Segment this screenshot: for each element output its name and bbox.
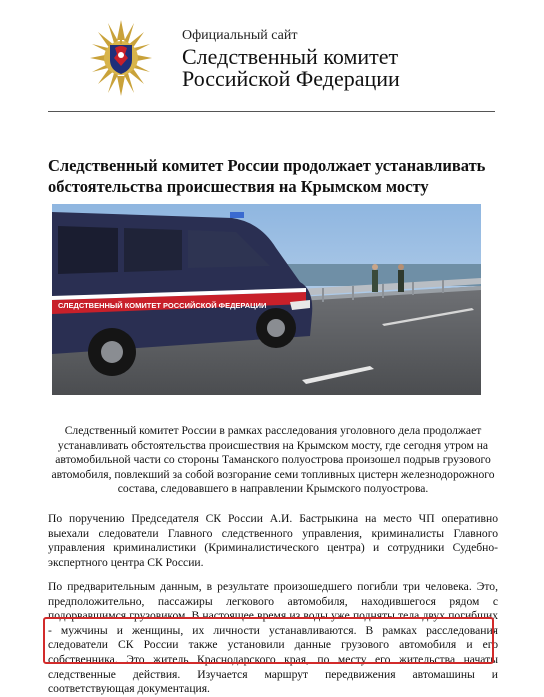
highlight-box xyxy=(43,617,494,664)
article-headline: Следственный комитет России продолжает устанавливать обстоятельства происшествия на Крымском мосту xyxy=(48,156,486,196)
paragraph-3: По предварительным данным, в результате произошедшего погибли три человека. Это, предположительно, пассажиры легкового автомобиля, находившегося рядом с подорвавшимся грузовиком. В настоящее время из воды уже подняты тела двух погибших - мужчины и женщины, их личности устанавливаются. В рамках расследования следователи СК России также установили данные грузового автомобиля и его собственника. Это житель Краснодарского края, по месту его жительства начаты следственные действия. Изучается маршрут передвижения автомашины и соответствующая документация. xyxy=(48,580,498,696)
site-title-line-2: Российской Федерации xyxy=(182,66,400,91)
site-title-line-1: Следственный комитет xyxy=(182,44,399,69)
site-subtitle: Официальный сайт xyxy=(182,28,298,43)
van-lettering: СЛЕДСТВЕННЫЙ КОМИТЕТ РОССИЙСКОЙ ФЕДЕРАЦИИ xyxy=(58,301,267,310)
header-divider xyxy=(48,111,495,112)
paragraph-1: Следственный комитет России в рамках расследования уголовного дела продолжает устанавливать обстоятельства происшествия на Крымском мосту, где сегодня утром на автомобильной части со стороны Таманского полуострова произошел подрыв грузового автомобиля, повлекший за собой возгорание семи топливных цистерн железнодорожного состава, следовавшего в направлении Крымского полуострова. xyxy=(51,424,495,496)
site-title xyxy=(182,46,400,90)
investigative-committee-emblem-icon xyxy=(88,18,154,98)
article-photo xyxy=(52,204,481,395)
paragraph-2: По поручению Председателя СК России А.И. Бастрыкина на место ЧП оперативно выехали следователи Главного следственного управления, криминалисты Главного управления криминалистики (Криминалистического центра) и сотрудники Судебно-экспертного центра СК России. xyxy=(48,512,498,569)
